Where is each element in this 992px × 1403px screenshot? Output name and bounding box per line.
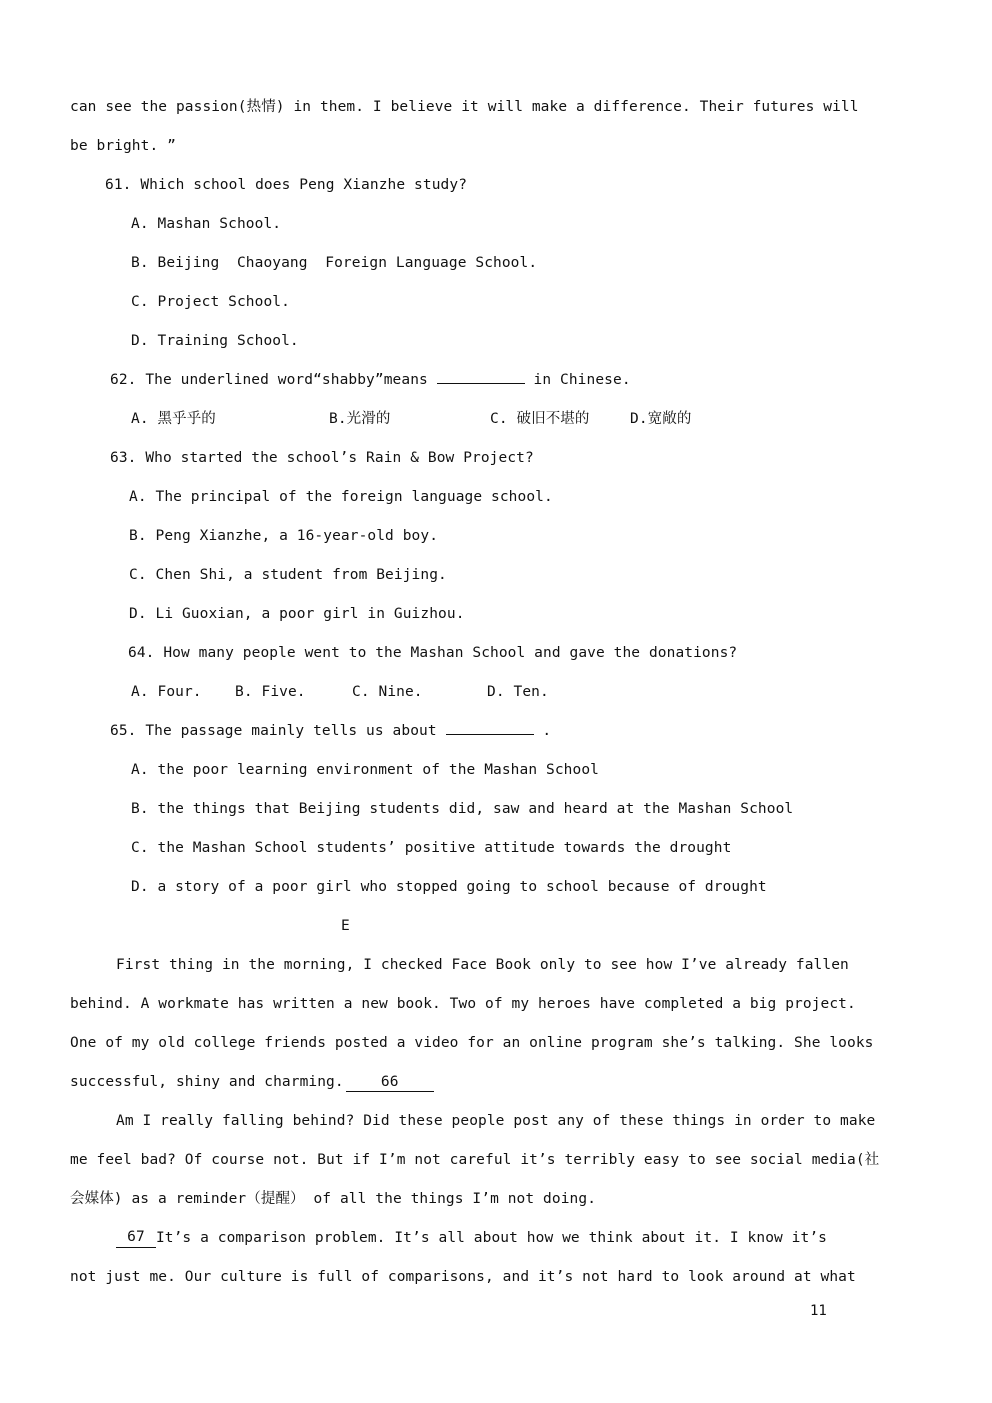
question-61-stem: 61. Which school does Peng Xianzhe study?	[105, 177, 468, 193]
question-62-stem-start: 62. The underlined word“shabby”means	[110, 372, 437, 388]
passage-line: 会媒体) as a reminder（提醒） of all the things I’m not doing.	[70, 1191, 597, 1207]
question-62-stem	[110, 370, 631, 390]
passage-line: be bright. ”	[70, 138, 176, 154]
cloze-blank-66: 66	[346, 1073, 434, 1092]
question-62-stem-end: in Chinese.	[524, 372, 631, 388]
question-65-stem-start: 65. The passage mainly tells us about	[110, 723, 446, 739]
passage-text: successful, shiny and charming.	[70, 1074, 344, 1090]
question-61-option-a: A. Mashan School.	[131, 216, 282, 232]
question-65-option-b: B. the things that Beijing students did, saw and heard at the Mashan School	[131, 801, 794, 817]
passage-line: First thing in the morning, I checked Face Book only to see how I’ve already fallen	[116, 957, 849, 973]
passage-line: me feel bad? Of course not. But if I’m not careful it’s terribly easy to see social media(社	[70, 1152, 880, 1168]
question-61-option-b: B. Beijing Chaoyang Foreign Language School.	[131, 255, 538, 271]
question-64-option-c: C. Nine.	[352, 684, 423, 700]
question-63-option-a: A. The principal of the foreign language school.	[129, 489, 553, 505]
page-number: 11	[810, 1303, 827, 1319]
question-64-stem: 64. How many people went to the Mashan School and gave the donations?	[128, 645, 738, 661]
question-64-option-b: B. Five.	[235, 684, 306, 700]
answer-blank-62	[437, 383, 525, 384]
question-64-option-d: D. Ten.	[487, 684, 549, 700]
passage-line	[116, 1228, 827, 1248]
question-63-option-d: D. Li Guoxian, a poor girl in Guizhou.	[129, 606, 465, 622]
passage-line: can see the passion(热情) in them. I believe it will make a difference. Their futures will	[70, 99, 859, 115]
passage-line: One of my old college friends posted a video for an online program she’s talking. She looks	[70, 1035, 874, 1051]
answer-blank-65	[446, 734, 534, 735]
question-65-stem-end: .	[533, 723, 552, 739]
question-61-option-c: C. Project School.	[131, 294, 290, 310]
passage-text: It’s a comparison problem. It’s all about how we think about it. I know it’s	[155, 1230, 827, 1246]
question-63-option-c: C. Chen Shi, a student from Beijing.	[129, 567, 447, 583]
question-65-option-c: C. the Mashan School students’ positive attitude towards the drought	[131, 840, 732, 856]
section-heading: E	[341, 918, 350, 934]
question-63-option-b: B. Peng Xianzhe, a 16-year-old boy.	[129, 528, 439, 544]
question-64-option-a: A. Four.	[131, 684, 202, 700]
question-62-option-a: A. 黑乎乎的	[131, 411, 216, 427]
passage-line	[70, 1072, 434, 1092]
passage-line: not just me. Our culture is full of comparisons, and it’s not hard to look around at what	[70, 1269, 856, 1285]
question-61-option-d: D. Training School.	[131, 333, 299, 349]
question-65-option-d: D. a story of a poor girl who stopped going to school because of drought	[131, 879, 767, 895]
cloze-blank-67: 67	[116, 1228, 156, 1248]
passage-line: Am I really falling behind? Did these people post any of these things in order to make	[116, 1113, 876, 1129]
question-62-option-d: D.宽敞的	[630, 411, 692, 427]
passage-line: behind. A workmate has written a new book. Two of my heroes have completed a big project.	[70, 996, 856, 1012]
question-65-stem	[110, 721, 551, 741]
question-62-option-c: C. 破旧不堪的	[490, 411, 590, 427]
question-63-stem: 63. Who started the school’s Rain & Bow Project?	[110, 450, 534, 466]
question-62-option-b: B.光滑的	[329, 411, 391, 427]
question-65-option-a: A. the poor learning environment of the Mashan School	[131, 762, 599, 778]
